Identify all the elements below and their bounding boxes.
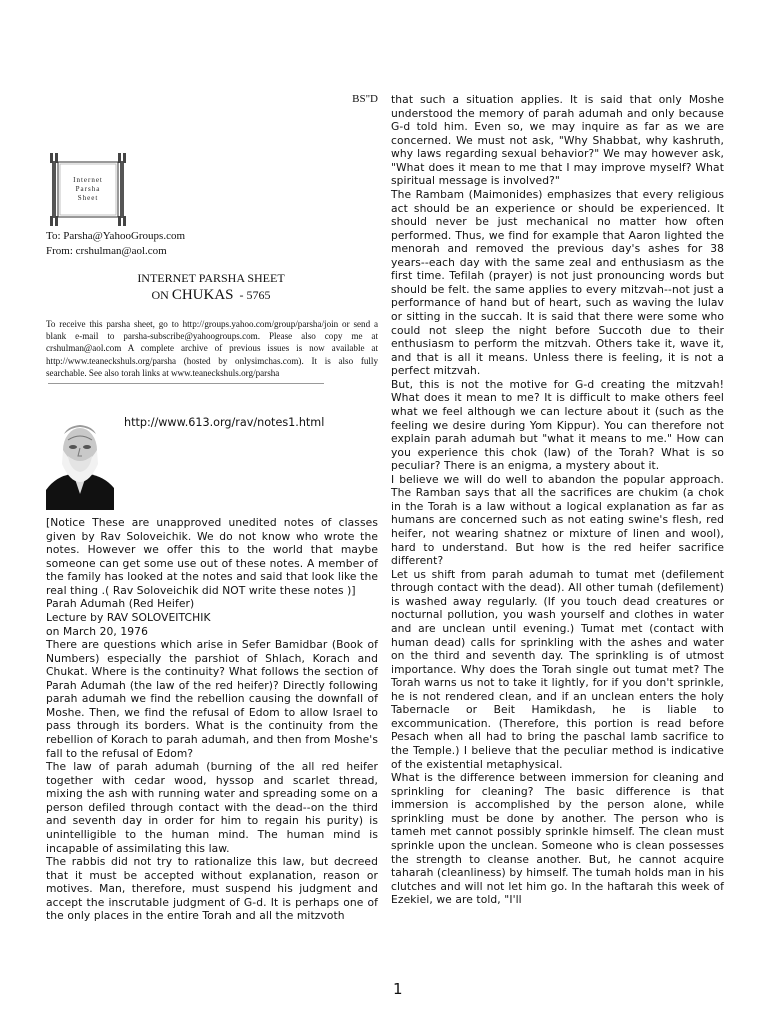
paragraph: on March 20, 1976 [46, 624, 148, 638]
subscription-intro: To receive this parsha sheet, go to http://groups.yahoo.com/group/parsha/join or send a blank e-mail to parsha-subscribe@yahoogroups.com. Please also copy me at crshulman@aol.com A complete archive of previous issues is now available at http://www.teaneckshuls.org/parsha (hosted by onlysimchas.com). It is also fully searchable. See also torah links at www.teaneckshuls.org/parsha [46, 319, 378, 378]
sheet-title [46, 270, 376, 304]
portrait-image [46, 416, 114, 510]
paragraph: [Notice These are unapproved unedited notes of classes given by Rav Soloveichik. We do not know who wrote the notes. However we offer this to the world that maybe someone can get some use out of these notes. A member of the family has looked at the notes and said that look like the real thing .( Rav Soloveichik did NOT write these notes )] [46, 516, 378, 597]
from-address: From: crshulman@aol.com [46, 245, 167, 257]
parsha-name: CHUKAS [171, 287, 234, 303]
left-column [46, 516, 378, 923]
sheet-title-line: INTERNET PARSHA SHEET [137, 271, 285, 285]
paragraph: Lecture by RAV SOLOVEITCHIK [46, 610, 211, 624]
source-url[interactable]: http://www.613.org/rav/notes1.html [124, 416, 325, 429]
bsd-header: BS"D [352, 93, 378, 105]
paragraph: Let us shift from parah adumah to tumat met (defilement through contact with the dead). All other tumah (defilement) is washed away regularly. (If you touch dead creatures or nocturnal pollution, you wash yourself and clothes in water and are unclean until evening.) Tumat met (contact with human dead) calls for sprinkling with the ashes and water on the third and seventh day. The sprinkling is of utmost importance. Why does the Torah single out tumat met? The Torah warns us not to take it lightly, for if you don't sprinkle, he is not rendered clean, and if an unclean enters the holy Tabernacle or Beit Hamikdash, he is liable to excommunication. (Therefore, this portion is read before Pesach when all had to bring the paschal lamb sacrifice to the Temple.) I believe that the peculiar method is indicative of the existential metaphysical. [391, 567, 724, 771]
internet-parsha-sheet-logo [44, 150, 132, 228]
year: - 5765 [239, 288, 271, 302]
right-column [391, 93, 724, 907]
paragraph: The rabbis did not try to rationalize this law, but decreed that it must be accepted without explanation, reason or motives. Man, therefore, must suspend his judgment and accept the inscrutable judgment of G-d. It is perhaps one of the only places in the entire Torah and all the mitzvoth [46, 855, 378, 923]
paragraph: But, this is not the motive for G-d creating the mitzvah! What does it mean to me? It is difficult to make others feel what we feel although we can lecture about it (such as the feeling we desire during Yom Kippur). You can therefore not explain parah adumah but "what it means to me." How can you experience this chok (law) of the Torah? What is so peculiar? There is an enigma, a mystery about it. [391, 377, 724, 473]
paragraph: The law of parah adumah (burning of the all red heifer together with cedar wood, hyssop and scarlet thread, mixing the ash with running water and spreading some on a person defiled through contact with the dead--on the third and seventh day in order for him to regain his purity) is unintelligible to the human mind. The human mind is incapable of assimilating this law. [46, 760, 378, 855]
paragraph: that such a situation applies. It is said that only Moshe understood the memory of parah adumah and only because G-d told him. Even so, we may inquire as far as we are concerned. We must not ask, "Why Shabbat, why kashruth, why laws regarding sexual behavior?" We may however ask, "What does it mean to me that I may improve myself? What spiritual message is involved?" [391, 93, 724, 188]
divider-rule [48, 383, 324, 384]
logo-line-3: Sheet [77, 194, 99, 202]
rav-soloveitchik-photo [46, 416, 114, 510]
paragraph: I believe we will do well to abandon the popular approach. The Ramban says that all the sacrifices are chukim (a chok in the Torah is a law without a logical explanation as far as humans are concerned such as not eating swine's flesh, red heifer, not wearing shatnez or mixture of linen and wool), hard to understand. But how is the red heifer sacrifice different? [391, 472, 724, 568]
paragraph: What is the difference between immersion for cleaning and sprinkling for cleaning? The basic difference is that immersion is accomplished by the person alone, while sprinkling must be done by another. The person who is tameh met cannot possibly sprinkle himself. The clean must sprinkle upon the unclean. Someone who is clean possesses the strength to cleanse another. But, he cannot acquire taharah (cleanliness) by himself. The tumah holds man in his clutches and will not let him go. In the haftarah this week of Ezekiel, we are told, "I'll [391, 771, 724, 907]
page-number: 1 [393, 980, 403, 998]
to-address: To: Parsha@YahooGroups.com [46, 230, 186, 242]
torah-scroll-icon [44, 150, 132, 228]
logo-line-2: Parsha [75, 185, 101, 193]
contact-block [46, 229, 185, 259]
logo-line-1: Internet [73, 176, 103, 184]
paragraph: There are questions which arise in Sefer Bamidbar (Book of Numbers) especially the parshiot of Shlach, Korach and Chukat. Where is the continuity? What follows the section of Parah Adumah (the law of the red heifer)? Directly following parah adumah we find the rebellion causing the downfall of Moshe. Then, we find the refusal of Edom to allow Israel to pass through its borders. What is the continuity from the rebellion of Korach to parah adumah, and then from Moshe's fall to the refusal of Edom? [46, 638, 378, 760]
parsha-line: ON CHUKAS - 5765 [151, 287, 271, 303]
paragraph: The Rambam (Maimonides) emphasizes that every religious act should be an experience or should be experienced. It should never be just mechanical no matter how often performed. Thus, we find for example that Aaron lighted the menorah and removed the previous day's ashes for 38 years--each day with the same zeal and enthusiasm as the first time. Tefilah (prayer) is not just pronouncing words but should be felt. the same applies to every mitzvah--not just a performance of hand but of heart, such as waving the lulav or sitting in the succah. It is said that there were some who could not sleep the night before Succoth due to their enthusiasm to perform the mitzvah. Others take it, wave it, and that is all it means. Unless there is feeling, it is not a perfect mitzvah. [391, 187, 724, 378]
paragraph: Parah Adumah (Red Heifer) [46, 597, 195, 611]
